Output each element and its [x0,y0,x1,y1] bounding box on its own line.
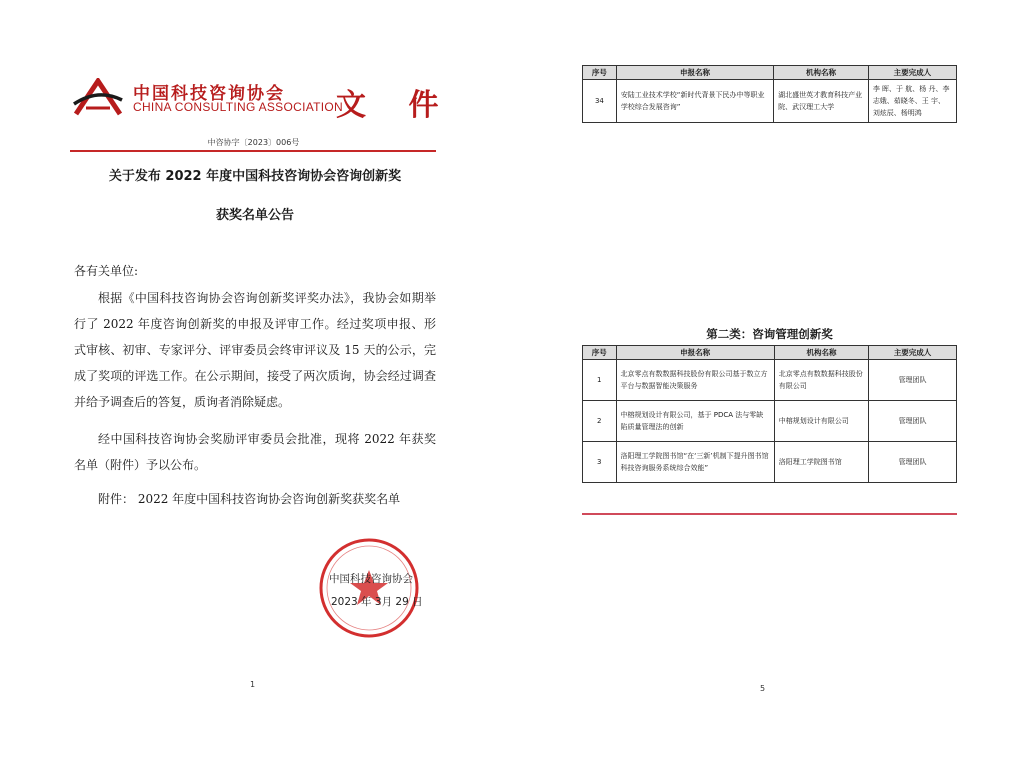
salutation: 各有关单位: [74,264,139,278]
document-label: 文 件 [336,88,455,123]
row-team: 管理团队 [869,360,957,401]
header-project: 申报名称 [616,346,774,360]
row-no: 1 [583,360,617,401]
letterhead-divider [70,150,436,152]
seal-organization: 中国科技咨询协会 [329,573,413,585]
page-number-left: 1 [250,680,256,689]
header-team: 主要完成人 [868,66,956,80]
body-paragraph-1: 根据《中国科技咨询协会咨询创新奖评奖办法》，我协会如期举行了 2022 年度咨询创新奖的申报及评审工作。经过奖项申报、形式审核、初审、专家评分、评审委员会终审评议及 15 天的公示，完成了奖项的评选工作。在公示期间，接受了两次质询，协会经过调查并给予调查后的答复，质询者消除疑虑。 [74,291,436,409]
table-header-row [583,66,957,80]
header-project: 申报名称 [616,66,773,80]
header-org: 机构名称 [774,346,868,360]
header-no: 序号 [583,66,617,80]
row-team: 李 晖、于 航、杨 丹、李志娥、茹晓冬、王 宇、刘炫辰、杨明鸿 [868,80,956,123]
table-row [583,401,957,442]
row-org: 湖北盛世英才教育科技产业院、武汉理工大学 [774,80,869,123]
page-number-right: 5 [760,684,766,693]
row-no: 34 [583,80,617,123]
document-number: 中咨协字〔2023〕006号 [207,138,300,147]
header-team: 主要完成人 [869,346,957,360]
row-no: 2 [583,401,617,442]
header-org: 机构名称 [774,66,869,80]
org-name-chinese: 中国科技咨询协会 [133,84,285,104]
body-paragraph-2: 经中国科技咨询协会奖励评审委员会批准，现将 2022 年获奖名单（附件）予以公布。 [74,432,436,472]
table-end-mark [582,513,957,515]
row-project: 安陆工业技术学校“新时代背景下民办中等职业学校综合发展咨询” [616,80,773,123]
table-row [583,360,957,401]
header-no: 序号 [583,346,617,360]
right-document-page [507,0,1014,760]
announcement-title-line2: 获奖名单公告 [215,208,294,223]
row-project: 北京零点有数数据科技股份有限公司基于数立方平台与数据智能决策服务 [616,360,774,401]
official-seal-icon [317,536,421,640]
row-org: 中榕规划设计有限公司 [774,401,868,442]
association-logo-icon [72,78,124,118]
award-table-management [582,345,957,483]
issue-date: 2023 年 3月 29 日 [331,596,423,608]
row-team: 管理团队 [869,401,957,442]
attachment-note: 附件： 2022 年度中国科技咨询协会咨询创新奖获奖名单 [98,492,401,506]
table-row [583,442,957,483]
row-org: 洛阳理工学院图书馆 [774,442,868,483]
award-table-continued [582,65,957,123]
category-title: 第二类：咨询管理创新奖 [706,327,833,341]
table-header-row [583,346,957,360]
row-org: 北京零点有数数据科技股份有限公司 [774,360,868,401]
announcement-title-line1: 关于发布 2022 年度中国科技咨询协会咨询创新奖 [108,169,402,184]
row-project: 洛阳理工学院图书馆“在‘三新’机制下提升图书馆科技咨询服务系统综合效能” [616,442,774,483]
row-project: 中榕规划设计有限公司，基于 PDCA 法与零缺陷质量管理法的创新 [616,401,774,442]
row-no: 3 [583,442,617,483]
table-row [583,80,957,123]
row-team: 管理团队 [869,442,957,483]
org-name-english: CHINA CONSULTING ASSOCIATION [133,100,343,114]
